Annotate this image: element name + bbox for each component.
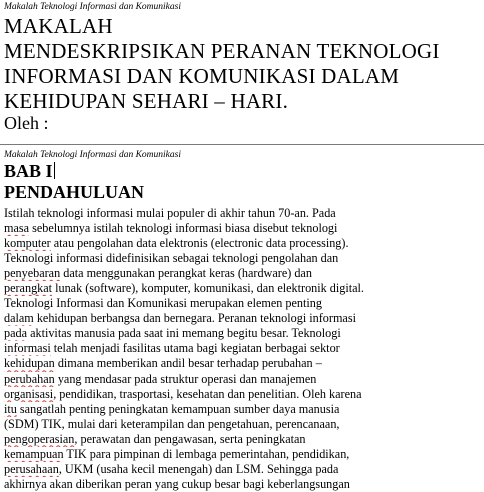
text-run: sebelumnya istilah teknologi informasi biasa disebut teknologi xyxy=(29,221,338,236)
title-line: MENDESKRIPSIKAN PERANAN TEKNOLOGI xyxy=(4,39,440,63)
paragraph-line xyxy=(4,417,482,432)
running-header: Makalah Teknologi Informasi dan Komunikasi xyxy=(4,2,181,12)
running-header: Makalah Teknologi Informasi dan Komunikasi xyxy=(4,150,181,160)
title-line: MAKALAH xyxy=(4,14,113,38)
misspelled-word: perubahan xyxy=(4,371,55,386)
misspelled-word: dalam xyxy=(4,311,34,326)
paragraph-line xyxy=(4,251,482,266)
paragraph-line xyxy=(4,266,482,281)
chapter-title: PENDAHULUAN xyxy=(4,182,145,202)
title-line: KEHIDUPAN SEHARI – HARI. xyxy=(4,89,289,113)
text-run: kehidupan berbangsa dan bernegara. Peranan teknologi informasi xyxy=(33,311,356,326)
misspelled-word: perangkat xyxy=(4,281,53,296)
text-run: lunak (software), komputer, komunikasi, dan elektronik digital. xyxy=(52,281,364,296)
author-byline: Oleh : xyxy=(4,113,49,133)
misspelled-word: pengoperasian xyxy=(4,431,75,446)
paragraph-line xyxy=(4,296,482,311)
text-run: TIK para pimpinan di lembaga pemerintahan, pendidikan, xyxy=(63,446,350,461)
paragraph-line xyxy=(4,402,482,417)
chapter-number-text: BAB I xyxy=(4,161,53,181)
text-run: atau pengolahan data elektronis (electronic data processing). xyxy=(50,236,349,251)
text-run: aktivitas manusia pada saat ini memang begitu besar. Teknologi xyxy=(27,326,341,341)
body-paragraph[interactable] xyxy=(4,206,482,492)
misspelled-word: itu xyxy=(4,401,17,416)
title-line: INFORMASI DAN KOMUNIKASI DALAM xyxy=(4,64,400,88)
paragraph-line xyxy=(4,236,482,251)
text-run: sangatlah penting peningkatan kemampuan sumber daya manusia xyxy=(16,401,340,416)
page-break-divider xyxy=(0,144,484,145)
paragraph-line xyxy=(4,356,482,371)
misspelled-word: komputer xyxy=(4,236,51,251)
misspelled-word: organisasi xyxy=(4,386,54,401)
text-run: , pendidikan, trasportasi, kesehatan dan penelitian. Oleh karena xyxy=(53,386,362,401)
misspelled-word: masa xyxy=(4,221,30,236)
misspelled-word: informasi xyxy=(4,341,51,356)
chapter-number[interactable] xyxy=(4,161,55,181)
paragraph-line xyxy=(4,372,482,387)
text-run: data menggunakan perangkat keras (hardware) dan xyxy=(60,266,312,281)
document-title xyxy=(4,14,482,114)
paragraph-line xyxy=(4,447,482,462)
text-run: Teknologi Informasi dan Komunikasi merupakan elemen penting xyxy=(4,296,322,311)
text-run: yang mendasar pada struktur operasi dan manajemen xyxy=(54,371,317,386)
misspelled-word: penyebaran xyxy=(4,266,61,281)
paragraph-line xyxy=(4,311,482,326)
paragraph-line xyxy=(4,432,482,447)
text-run: akhirnya akan diberikan peran yang cukup besar bagi keberlangsungan xyxy=(4,476,350,491)
text-run: telah menjadi fasilitas utama bagi kegiatan berbagai sektor xyxy=(50,341,340,356)
misspelled-word: pada xyxy=(4,326,28,341)
paragraph-line xyxy=(4,387,482,402)
text-cursor xyxy=(54,162,55,179)
paragraph-line xyxy=(4,326,482,341)
paragraph-line xyxy=(4,221,482,236)
text-run: , UKM (usaha kecil menengah) dan LSM. Sehingga pada xyxy=(58,461,339,476)
misspelled-word: kemampuan xyxy=(4,446,64,461)
text-run: , perawatan dan pengawasan, serta peningkatan xyxy=(74,431,306,446)
paragraph-line xyxy=(4,206,482,221)
misspelled-word: perusahaan xyxy=(4,461,59,476)
text-run: dimana memberikan andil besar terhadap perubahan – xyxy=(54,356,322,371)
paragraph-line xyxy=(4,281,482,296)
paragraph-line xyxy=(4,462,482,477)
paragraph-line xyxy=(4,341,482,356)
text-run: (SDM) TIK, mulai dari keterampilan dan pengetahuan, perencanaan, xyxy=(4,416,340,431)
text-run: Teknologi informasi didefinisikan sebagai teknologi pengolahan dan xyxy=(4,251,339,266)
misspelled-word: kehidupan xyxy=(4,356,55,371)
paragraph-line xyxy=(4,477,482,492)
text-run: Istilah teknologi informasi mulai populer di akhir tahun 70-an. Pada xyxy=(4,206,336,220)
